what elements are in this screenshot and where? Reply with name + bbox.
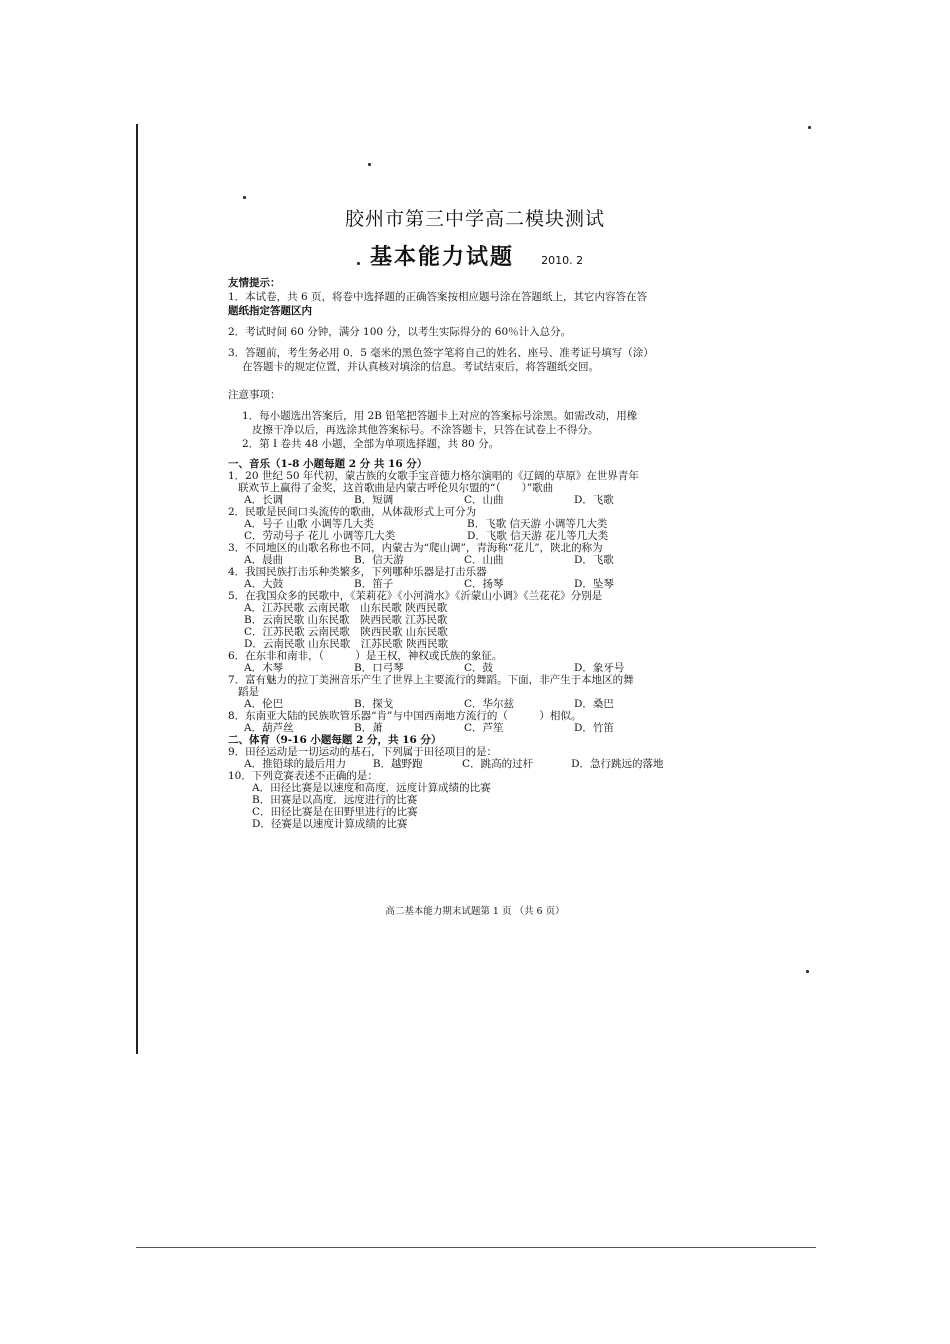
question-options: A．大鼓 B．笛子 C．扬琴 D．坠琴: [244, 578, 614, 590]
notes-heading: 注意事项：: [228, 389, 281, 401]
question-text: 联欢节上赢得了金奖，这首歌曲是内蒙古呼伦贝尔盟的“（ ）”歌曲: [238, 482, 554, 494]
question-text: 1．20 世纪 50 年代初，蒙古族的女歌手宝音德力格尔演唱的《辽阔的草原》在世界青年: [228, 470, 639, 482]
exam-title: 胶州市第三中学高二模块测试: [344, 208, 605, 230]
scan-speck: [243, 196, 246, 199]
question-option: B．田赛是以高度．远度进行的比赛: [252, 794, 418, 806]
question-options: A．晨曲 B．信天游 C．山曲 D．飞歌: [244, 554, 614, 566]
question-option: B．云南民歌 山东民歌 陕西民歌 江苏民歌: [244, 614, 448, 626]
question-options: A．伦巴 B．探戈 C．华尔兹 D．桑巴: [244, 698, 614, 710]
question-text: 9．田径运动是一切运动的基石，下列属于田径项目的是：: [228, 746, 498, 758]
tip-line: 3．答题前，考生务必用 0．5 毫米的黑色签字笔将自己的姓名、座号、准考证号填写（涂）: [228, 347, 654, 359]
subtitle-row: [370, 240, 583, 271]
question-options: A．长调 B．短调 C．山曲 D．飞歌: [244, 494, 614, 506]
section-heading-sports: 二、体育（9-16 小题每题 2 分，共 16 分）: [228, 734, 442, 746]
question-text: 8．东南亚大陆的民族吹管乐器“肯”与中国西南地方流行的（ ）相似。: [228, 710, 582, 722]
question-text: 6．在东非和南非，（ ）是王权，神权或氏族的象征。: [228, 650, 503, 662]
question-text: 2．民歌是民间口头流传的歌曲，从体裁形式上可分为: [228, 506, 477, 518]
tips-heading: 友情提示：: [228, 277, 281, 289]
question-option: C．江苏民歌 云南民歌 陕西民歌 山东民歌: [244, 626, 448, 638]
question-text: 10．下列竞赛表述不正确的是：: [228, 770, 378, 782]
question-options: A．葫芦丝 B．萧 C．芦笙 D．竹笛: [244, 722, 614, 734]
scan-speck: [368, 163, 371, 166]
tip-line: 题纸指定答题区内: [228, 305, 312, 317]
question-options: A．号子 山歌 小调等几大类 B．飞歌 信天游 小调等几大类: [244, 518, 608, 530]
question-text: 5．在我国众多的民歌中，《茉莉花》《小河淌水》《沂蒙山小调》《兰花花》分别是: [228, 590, 603, 602]
question-option: D．云南民歌 山东民歌 江苏民歌 陕西民歌: [244, 638, 449, 650]
page-footer: 高二基本能力期末试题第 1 页 （共 6 页）: [385, 906, 565, 917]
question-options: A．推铅球的最后用力 B．越野跑 C．跳高的过杆 D．急行跳远的落地: [244, 758, 664, 770]
question-option: A．江苏民歌 云南民歌 山东民歌 陕西民歌: [244, 602, 448, 614]
note-line: 1．每小题选出答案后，用 2B 铅笔把答题卡上对应的答案标号涂黑。如需改动，用橡: [242, 410, 638, 422]
question-option: A．田径比赛是以速度和高度．远度计算成绩的比赛: [252, 782, 491, 794]
question-text: 蹈是: [238, 686, 259, 698]
question-option: C．田径比赛是在田野里进行的比赛: [252, 806, 418, 818]
note-line: 皮擦干净以后，再选涂其他答案标号。不涂答题卡，只答在试卷上不得分。: [252, 424, 599, 436]
tip-line: 2．考试时间 60 分钟，满分 100 分，以考生实际得分的 60％计入总分。: [228, 326, 572, 338]
tip-line: 1．本试卷，共 6 页，将卷中选择题的正确答案按相应题号涂在答题纸上，其它内容答在答: [228, 291, 648, 303]
page-bottom-rule: [136, 1247, 816, 1248]
scan-speck: [808, 126, 811, 129]
scan-speck: [357, 262, 360, 265]
question-text: 7．富有魅力的拉丁美洲音乐产生了世界上主要流行的舞蹈。下面，非产生于本地区的舞: [228, 674, 634, 686]
question-text: 3．不同地区的山歌名称也不同，内蒙古为“爬山调”，青海称“花儿”，陕北的称为: [228, 542, 603, 554]
exam-date: 2010. 2: [541, 254, 584, 267]
question-options: A．木琴 B．口弓琴 C．鼓 D．象牙号: [244, 662, 625, 674]
section-heading-music: 一、音乐（1-8 小题每题 2 分 共 16 分）: [228, 458, 428, 470]
question-options: C．劳动号子 花儿 小调等几大类 D．飞歌 信天游 花儿等几大类: [244, 530, 609, 542]
exam-content: [228, 276, 690, 830]
exam-subtitle: 基本能力试题: [370, 245, 515, 270]
note-line: 2．第 I 卷共 48 小题，全部为单项选择题，共 80 分。: [242, 438, 500, 450]
tip-line: 在答题卡的规定位置，并认真核对填涂的信息。考试结束后，将答题纸交回。: [242, 361, 599, 373]
scan-speck: [806, 970, 809, 973]
question-option: D．径赛是以速度计算成绩的比赛: [252, 818, 408, 830]
question-text: 4．我国民族打击乐种类繁多，下列哪种乐器是打击乐器: [228, 566, 487, 578]
